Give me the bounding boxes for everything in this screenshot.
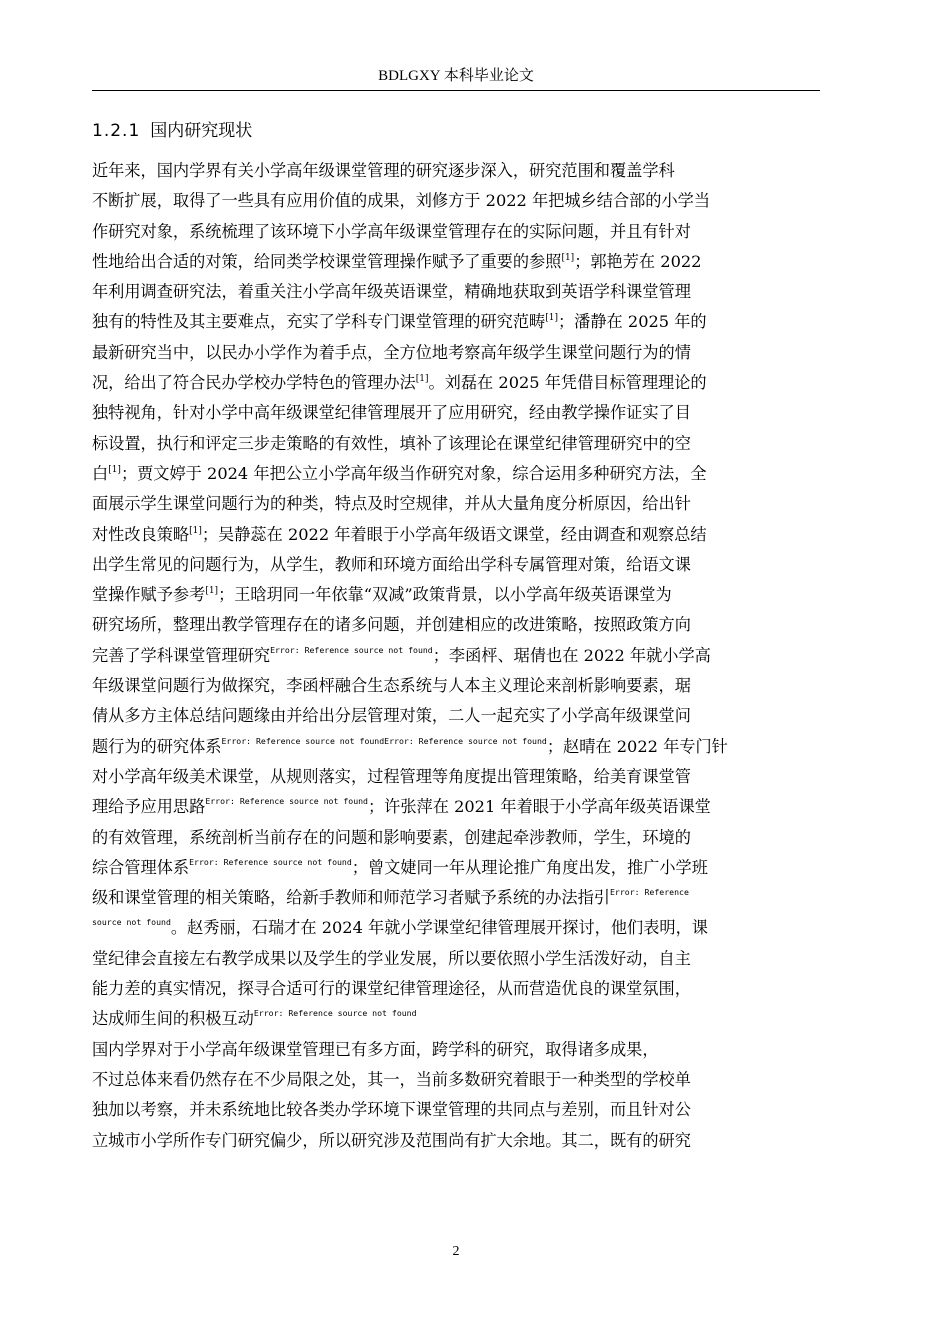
- text-line: [92, 247, 820, 277]
- text-line: [92, 520, 820, 550]
- text-line: [92, 792, 820, 822]
- citation-marker: [1]: [415, 374, 429, 385]
- section-title: 国内研究现状: [150, 121, 253, 141]
- text-line: [92, 853, 820, 883]
- text-segment: 近年来，国内学界有关小学高年级课堂管理的研究逐步深入，研究范围和覆盖学科: [92, 161, 675, 180]
- section-number: 1.2.1: [92, 121, 141, 141]
- text-segment: 立城市小学所作专门研究偏少，所以研究涉及范围尚有扩大余地。其二，既有的研究: [92, 1130, 691, 1150]
- text-line: [92, 671, 820, 701]
- text-segment: 独加以考察，并未系统地比较各类办学环境下课堂管理的共同点与差别，而且针对公: [92, 1100, 691, 1120]
- text-segment: 堂操作赋予参考: [92, 585, 206, 605]
- text-line: [92, 641, 820, 671]
- text-line: [92, 762, 820, 792]
- citation-error: Error: Reference: [610, 887, 689, 898]
- text-segment: ；潘静在 2025 年的: [558, 312, 707, 332]
- text-line: [92, 1065, 820, 1095]
- text-segment: 达成师生间的积极互动: [92, 1009, 254, 1029]
- text-segment: 不断扩展，取得了一些具有应用价值的成果，刘修方于 2022 年把城乡结合部的小学当: [92, 191, 711, 211]
- text-line: [92, 944, 820, 974]
- text-line: [92, 580, 820, 610]
- text-segment: 级和课堂管理的相关策略，给新手教师和师范学习者赋予系统的办法指引: [92, 888, 610, 908]
- text-segment: ；王晗玥同一年依靠“双减”政策背景，以小学高年级英语课堂为: [218, 585, 672, 605]
- text-segment: 能力差的真实情况，探寻合适可行的课堂纪律管理途径，从而营造优良的课堂氛围，: [92, 979, 691, 999]
- page-header: BDLGXY 本科毕业论文: [378, 68, 534, 84]
- text-line: [92, 550, 820, 580]
- text-segment: 研究场所，整理出教学管理存在的诸多问题，并创建相应的改进策略，按照政策方向: [92, 615, 691, 635]
- text-segment: ；吴静蕊在 2022 年着眼于小学高年级语文课堂，经由调查和观察总结: [201, 524, 707, 544]
- section-heading: [92, 119, 252, 143]
- citation-error: Error: Reference source not found: [189, 856, 352, 867]
- text-line: [92, 913, 820, 943]
- text-segment: 标设置，执行和评定三步走策略的有效性，填补了该理论在课堂纪律管理研究中的空: [92, 433, 691, 453]
- text-line: [92, 823, 820, 853]
- text-line: [92, 1004, 820, 1034]
- text-line: [92, 610, 820, 640]
- text-line: [92, 368, 820, 398]
- citation-marker: [1]: [189, 525, 202, 536]
- text-line: [92, 277, 820, 307]
- citation-marker: [1]: [561, 252, 575, 263]
- text-segment: 作研究对象，系统梳理了该环境下小学高年级课堂管理存在的实际问题，并且有针对: [92, 221, 691, 241]
- header-rule: [92, 90, 820, 91]
- text-segment: 独有的特性及其主要难点，充实了学科专门课堂管理的研究范畴: [92, 312, 546, 332]
- citation-error: Error: Reference source not foundError: Reference source not found: [221, 735, 547, 746]
- text-segment: 。赵秀丽，石瑞才在 2024 年就小学课堂纪律管理展开探讨，他们表明，课: [170, 918, 708, 938]
- text-line: [92, 186, 820, 216]
- text-line: [92, 307, 820, 337]
- citation-marker: [1]: [205, 586, 219, 597]
- text-segment: 倩从多方主体总结问题缘由并给出分层管理对策，二人一起充实了小学高年级课堂问: [92, 706, 691, 726]
- text-segment: 对性改良策略: [92, 524, 190, 544]
- text-segment: 国内学界对于小学高年级课堂管理已有多方面，跨学科的研究，取得诸多成果，: [92, 1039, 659, 1059]
- text-segment: 最新研究当中，以民办小学作为着手点，全方位地考察高年级学生课堂问题行为的情: [92, 342, 691, 362]
- text-segment: ；许张萍在 2021 年着眼于小学高年级英语课堂: [367, 797, 711, 817]
- citation-error: Error: Reference source not found: [253, 1008, 417, 1019]
- text-segment: 完善了学科课堂管理研究: [92, 645, 271, 665]
- citation-error: source not found: [92, 917, 171, 928]
- text-segment: ；李函枰、琚倩也在 2022 年就小学高: [432, 645, 711, 665]
- text-line: [92, 429, 820, 459]
- text-line: [92, 701, 820, 731]
- text-segment: 独特视角，针对小学中高年级课堂纪律管理展开了应用研究，经由教学操作证实了目: [92, 403, 691, 423]
- text-segment: 不过总体来看仍然存在不少局限之处，其一，当前多数研究着眼于一种类型的学校单: [92, 1069, 691, 1089]
- body-text: [92, 156, 820, 1156]
- text-line: [92, 732, 820, 762]
- text-segment: 性地给出合适的对策，给同类学校课堂管理操作赋予了重要的参照: [92, 251, 562, 271]
- text-segment: ；贾文婷于 2024 年把公立小学高年级当作研究对象，综合运用多种研究方法，全: [120, 463, 707, 483]
- text-segment: 白: [92, 463, 109, 483]
- text-line: [92, 459, 820, 489]
- citation-error: Error: Reference source not found: [270, 644, 433, 655]
- text-segment: 理给予应用思路: [92, 797, 206, 817]
- citation-marker: [1]: [545, 313, 558, 324]
- text-line: [92, 883, 820, 913]
- text-segment: 综合管理体系: [92, 857, 190, 877]
- text-segment: ；赵晴在 2022 年专门针: [546, 736, 728, 756]
- text-segment: 堂纪律会直接左右教学成果以及学生的学业发展，所以要依照小学生活泼好动，自主: [92, 948, 691, 968]
- text-segment: 年级课堂问题行为做探究，李函枰融合生态系统与人本主义理论来剖析影响要素，琚: [92, 676, 691, 696]
- text-line: [92, 489, 820, 519]
- text-segment: 出学生常见的问题行为，从学生，教师和环境方面给出学科专属管理对策，给语文课: [92, 554, 691, 574]
- text-segment: 面展示学生课堂问题行为的种类，特点及时空规律，并从大量角度分析原因，给出针: [92, 494, 691, 514]
- text-segment: ；曾文婕同一年从理论推广角度出发，推广小学班: [351, 857, 708, 877]
- text-segment: 况，给出了符合民办学校办学特色的管理办法: [92, 373, 416, 393]
- page-number: 2: [452, 1244, 460, 1259]
- text-line: [92, 217, 820, 247]
- text-segment: 对小学高年级美术课堂，从规则落实，过程管理等角度提出管理策略，给美育课堂管: [92, 766, 691, 786]
- text-segment: 题行为的研究体系: [92, 736, 222, 756]
- text-line: [92, 1095, 820, 1125]
- text-line: [92, 338, 820, 368]
- text-segment: 年利用调查研究法，着重关注小学高年级英语课堂，精确地获取到英语学科课堂管理: [92, 282, 691, 302]
- text-line: [92, 156, 820, 186]
- text-line: [92, 974, 820, 1004]
- text-segment: 的有效管理，系统剖析当前存在的问题和影响要素，创建起牵涉教师，学生，环境的: [92, 827, 691, 847]
- text-line: [92, 1126, 820, 1156]
- citation-marker: [1]: [108, 464, 121, 475]
- text-segment: 。刘磊在 2025 年凭借目标管理理论的: [428, 373, 707, 393]
- text-segment: ；郭艳芳在 2022: [574, 251, 702, 271]
- text-line: [92, 398, 820, 428]
- text-line: [92, 1035, 820, 1065]
- citation-error: Error: Reference source not found: [205, 796, 368, 807]
